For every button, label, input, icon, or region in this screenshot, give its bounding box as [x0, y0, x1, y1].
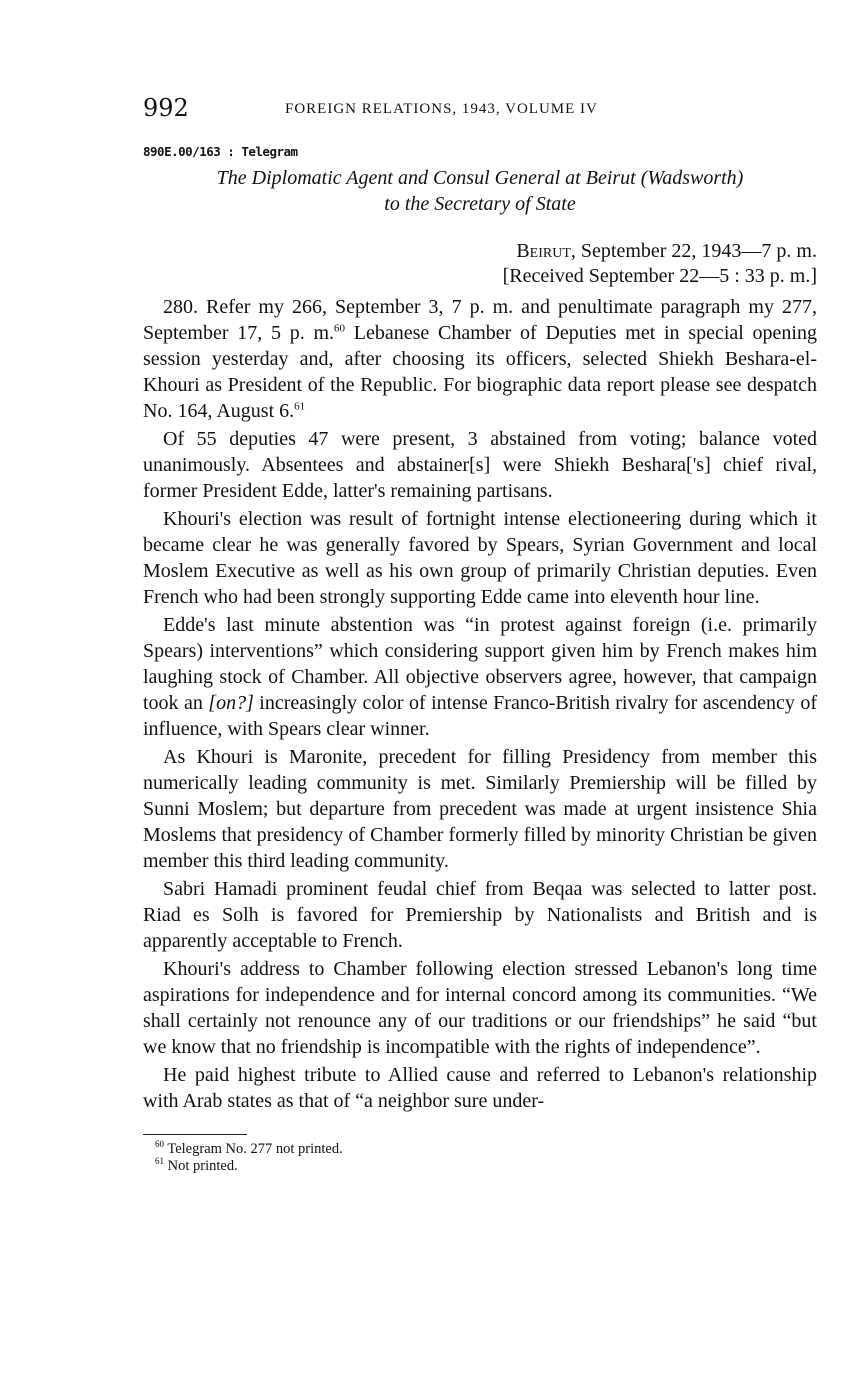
paragraph-6: Sabri Hamadi prominent feudal chief from Beqaa was selected to latter post. Riad es Solh is favored for Premiership by Nationalists and British and is apparently acceptable to French. [143, 878, 817, 952]
footnote-text: Not printed. [167, 1158, 238, 1174]
dateline [143, 239, 817, 289]
footnote-divider [143, 1134, 247, 1135]
running-title: FOREIGN RELATIONS, 1943, VOLUME IV [285, 101, 598, 117]
paragraph-4 [143, 612, 817, 742]
page-number: 992 [143, 94, 189, 122]
page-header [143, 94, 817, 128]
document-page [143, 94, 817, 1175]
date-received: [Received September 22—5 : 33 p. m.] [502, 265, 817, 287]
paragraph-7: Khouri's address to Chamber following election stressed Lebanon's long time aspirations for independence and for internal concord among its communities. “We shall certainly not renounce any of our traditions or our friendships” he said “but we know that no friendship is incompatible with the rights of independence”. [143, 958, 817, 1058]
footnote-ref-60: 60 [334, 322, 346, 335]
paragraph-5: As Khouri is Maronite, precedent for filling Presidency from member this numerically leading community is met. Similarly Premiership will be filled by Sunni Moslem; but departure from precedent was made at urgent insistence Shia Moslems that presidency of Chamber formerly filled by minority Christian be given member this third leading community. [143, 746, 817, 872]
paragraph-4-text: Edde's last minute abstention was “in protest against foreign (i.e. primarily Spears) interventions” which considering support given him by French makes him laughing stock of Chamber. All objective observers agree, however, that campaign took an [143, 614, 817, 714]
heading-line-1: The Diplomatic Agent and Consul General at Beirut (Wadsworth) [216, 167, 744, 189]
telegram-body [143, 294, 817, 1114]
footnote-ref-61: 61 [294, 400, 306, 413]
footnote-marker: 60 [155, 1139, 164, 1150]
editorial-insertion: [on?] [208, 692, 254, 714]
document-heading [143, 165, 817, 217]
file-reference: 890E.00/163 : Telegram [143, 144, 298, 159]
paragraph-1 [143, 294, 817, 424]
paragraph-3: Khouri's election was result of fortnight intense electioneering during which it became clear he was generally favored by Spears, Syrian Government and local Moslem Executive as well as his own group of primarily Christian deputies. Even French who had been strongly supporting Edde came into eleventh hour line. [143, 508, 817, 608]
paragraph-1-text: 280. Refer my 266, September 3, 7 p. m. and penultimate paragraph my 277, September 17, 5 p. m. [143, 296, 817, 344]
footnote-marker: 61 [155, 1156, 164, 1167]
footnote-text: Telegram No. 277 not printed. [167, 1141, 343, 1157]
heading-line-2: to the Secretary of State [384, 193, 576, 215]
paragraph-8: He paid highest tribute to Allied cause and referred to Lebanon's relationship with Arab states as that of “a neighbor sure under- [143, 1064, 817, 1112]
footnote-60 [143, 1141, 817, 1158]
date-sent: , September 22, 1943—7 p. m. [570, 240, 817, 262]
footnote-61 [143, 1158, 817, 1175]
paragraph-2: Of 55 deputies 47 were present, 3 abstained from voting; balance voted unanimously. Absentees and abstainer[s] were Shiekh Beshara['s] chief rival, former President Edde, latter's remaining partisans. [143, 428, 817, 502]
place-name: Beirut [516, 240, 571, 262]
paragraph-4-text-cont: increasingly color of intense Franco-British rivalry for ascendency of influence, with Spears clear winner. [143, 692, 817, 740]
paragraph-1-text-cont: Lebanese Chamber of Deputies met in special opening session yesterday and, after choosing its officers, selected Shiekh Beshara-el-Khouri as President of the Republic. For biographic data report please see despatch No. 164, August 6. [143, 322, 817, 422]
date-sent-line [143, 239, 817, 264]
